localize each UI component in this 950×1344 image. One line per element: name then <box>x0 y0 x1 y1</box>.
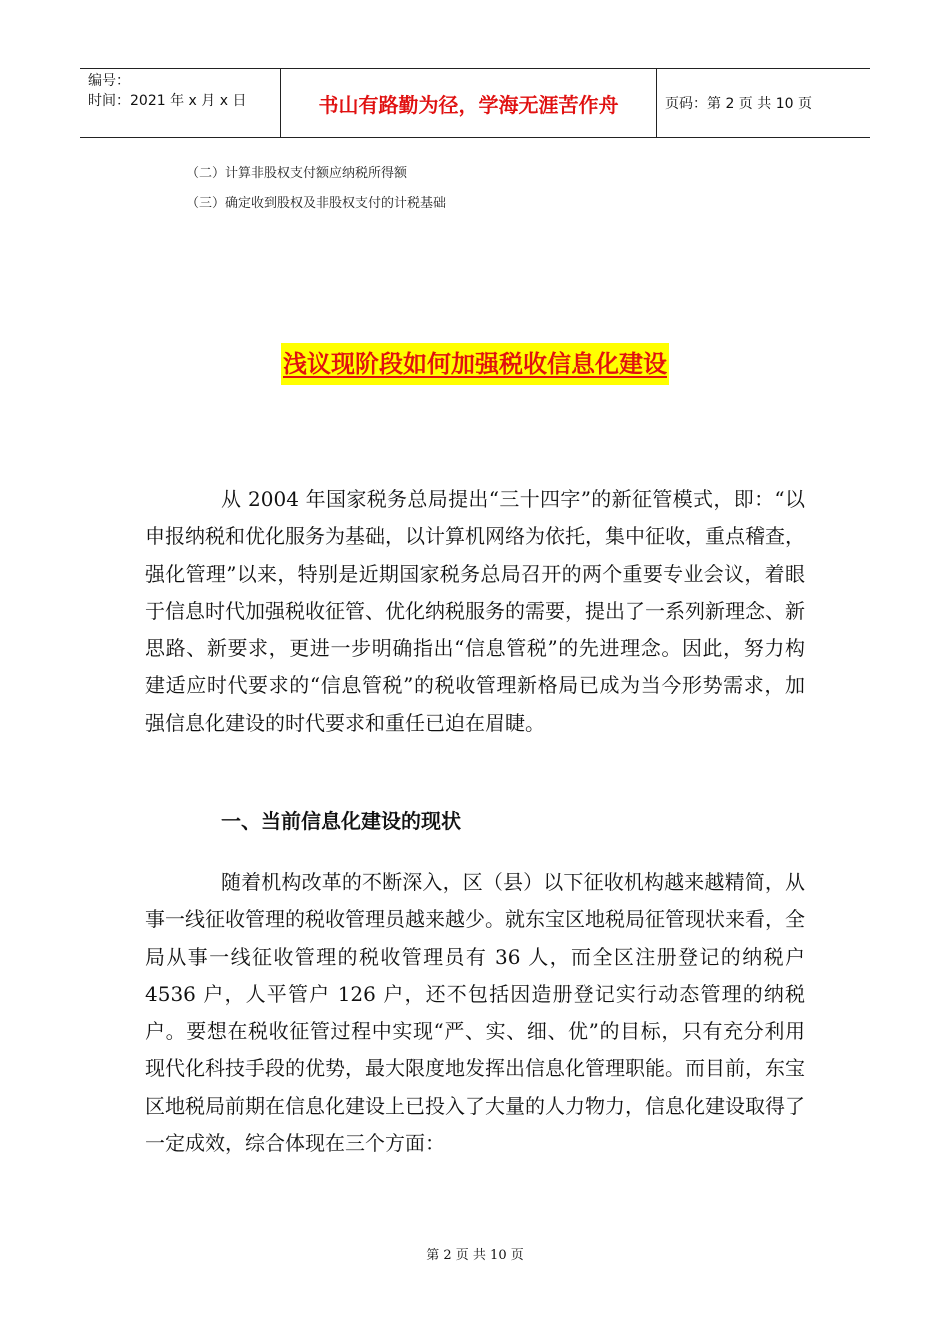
toc-item: （三）确定收到股权及非股权支付的计税基础 <box>186 196 447 211</box>
section-heading: 一、当前信息化建设的现状 <box>221 809 461 833</box>
intro-paragraph: 从 2004 年国家税务总局提出“三十四字”的新征管模式，即：“以申报纳税和优化服务为基础，以计算机网络为依托，集中征收，重点稽查，强化管理”以来，特别是近期国家税务总局召开的两个重要专业会议，着眼于信息时代加强税收征管、优化纳税服务的需要，提出了一系列新理念、新思路、新要求，更进一步明确指出“信息管税”的先进理念。因此，努力构建适应时代要求的“信息管税”的税收管理新格局已成为当今形势需求，加强信息化建设的时代要求和重任已迫在眉睫。 <box>145 487 805 735</box>
header-motto: 书山有路勤为径，学海无涯苦作舟 <box>280 69 657 137</box>
header-page-info: 页码：第 2 页 共 10 页 <box>665 96 812 112</box>
page-footer: 第 2 页 共 10 页 <box>426 1248 524 1263</box>
intro-paragraph-block <box>145 481 805 742</box>
title-container <box>0 343 950 385</box>
page-header <box>80 68 870 138</box>
document-time-label: 时间：2021 年 x 月 x 日 <box>88 93 247 109</box>
body-paragraph: 随着机构改革的不断深入，区（县）以下征收机构越来越精简，从事一线征收管理的税收管理员越来越少。就东宝区地税局征管现状来看，全局从事一线征收管理的税收管理员有 36 人，而全区注册登记的纳税户 4536 户，人平管户 126 户，还不包括因造册登记实行动态管理的纳税户。要想在税收征管过程中实现“严、实、细、优”的目标，只有充分利用现代化科技手段的优势，最大限度地发挥出信息化管理职能。而目前，东宝区地税局前期在信息化建设上已投入了大量的人力物力，信息化建设取得了一定成效，综合体现在三个方面： <box>145 870 805 1156</box>
toc-item: （二）计算非股权支付额应纳税所得额 <box>186 166 408 181</box>
document-number-label: 编号： <box>88 73 130 89</box>
body-paragraph-block <box>145 864 805 1162</box>
header-meta <box>80 69 280 137</box>
document-title: 浅议现阶段如何加强税收信息化建设 <box>281 343 669 385</box>
